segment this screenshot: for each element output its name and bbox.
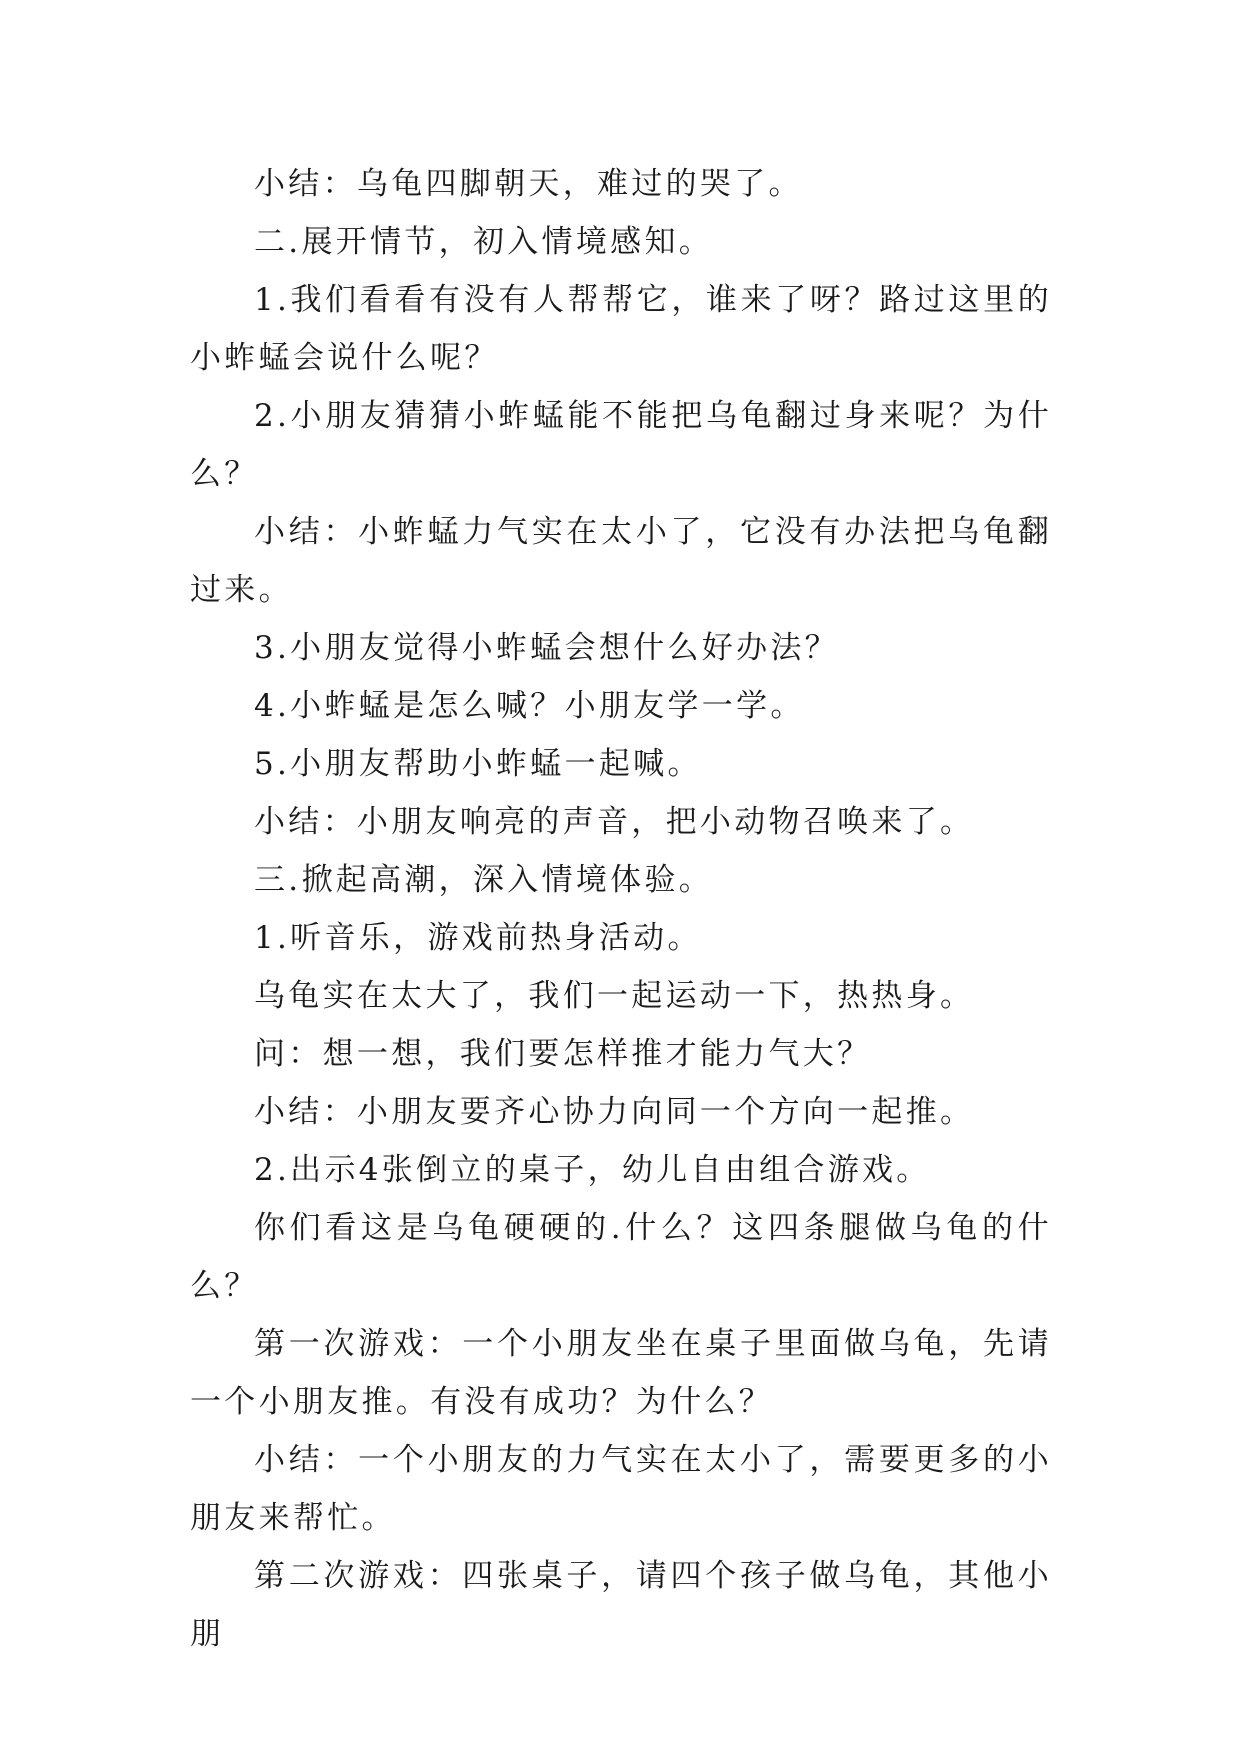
paragraph: 小结：小朋友响亮的声音，把小动物召唤来了。 xyxy=(254,804,975,840)
paragraph: 3.小朋友觉得小蚱蜢会想什么好办法？ xyxy=(254,630,839,666)
paragraph: 你们看这是乌龟硬硬的.什么？这四条腿做乌龟的什么？ xyxy=(190,1210,1052,1304)
paragraph: 小结：小蚱蜢力气实在太小了，它没有办法把乌龟翻过来。 xyxy=(190,514,1052,608)
paragraph: 小结：小朋友要齐心协力向同一个方向一起推。 xyxy=(254,1094,975,1130)
paragraph: 5.小朋友帮助小蚱蜢一起喊。 xyxy=(254,746,702,782)
paragraph: 2.小朋友猜猜小蚱蜢能不能把乌龟翻过身来呢？为什么？ xyxy=(190,398,1052,492)
paragraph: 问：想一想，我们要怎样推才能力气大？ xyxy=(254,1036,872,1072)
paragraph: 1.听音乐，游戏前热身活动。 xyxy=(254,920,702,956)
paragraph: 2.出示4张倒立的桌子，幼儿自由组合游戏。 xyxy=(254,1152,931,1188)
paragraph: 小结：乌龟四脚朝天，难过的哭了。 xyxy=(254,166,803,202)
paragraph: 4.小蚱蜢是怎么喊？小朋友学一学。 xyxy=(254,688,805,724)
section-heading: 三.掀起高潮，深入情境体验。 xyxy=(254,862,714,898)
document-body xyxy=(190,155,1052,1663)
paragraph: 第二次游戏：四张桌子，请四个孩子做乌龟，其他小朋 xyxy=(190,1558,1052,1652)
paragraph: 乌龟实在太大了，我们一起运动一下，热热身。 xyxy=(254,978,975,1014)
paragraph: 小结：一个小朋友的力气实在太小了，需要更多的小朋友来帮忙。 xyxy=(190,1442,1052,1536)
paragraph: 第一次游戏：一个小朋友坐在桌子里面做乌龟，先请一个小朋友推。有没有成功？为什么？ xyxy=(190,1326,1052,1420)
section-heading: 二.展开情节，初入情境感知。 xyxy=(254,224,714,260)
paragraph: 1.我们看看有没有人帮帮它，谁来了呀？路过这里的小蚱蜢会说什么呢？ xyxy=(190,282,1052,376)
